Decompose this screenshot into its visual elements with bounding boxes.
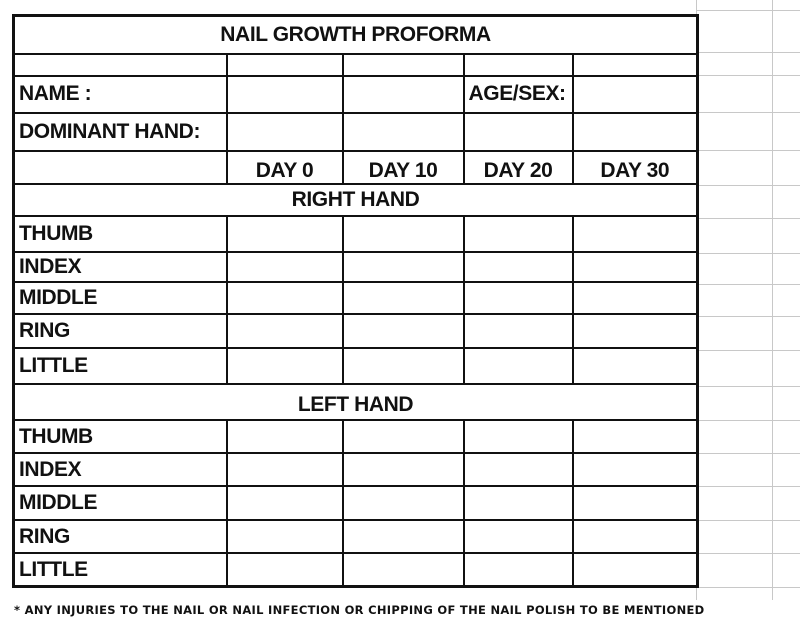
gridline (696, 486, 800, 487)
blank-cell[interactable] (464, 54, 573, 76)
measurement-cell[interactable] (343, 348, 464, 384)
measurement-cell[interactable] (573, 314, 698, 348)
spacer-row (14, 54, 698, 76)
gridline (696, 253, 800, 254)
dominant-hand-label: DOMINANT HAND: (14, 113, 227, 151)
day-10-header: DAY 10 (343, 151, 464, 184)
measurement-cell[interactable] (464, 314, 573, 348)
measurement-cell[interactable] (343, 553, 464, 586)
gridline (696, 185, 800, 186)
day-30-header: DAY 30 (573, 151, 698, 184)
measurement-cell[interactable] (464, 282, 573, 314)
dominant-hand-field[interactable] (227, 113, 343, 151)
name-row (14, 76, 698, 113)
age-sex-label: AGE/SEX: (464, 76, 573, 113)
measurement-cell[interactable] (343, 252, 464, 282)
name-field[interactable] (227, 76, 343, 113)
finger-label: MIDDLE (14, 486, 227, 520)
measurement-cell[interactable] (464, 420, 573, 453)
measurement-cell[interactable] (573, 282, 698, 314)
right-hand-heading-row (14, 184, 698, 216)
measurement-cell[interactable] (227, 314, 343, 348)
finger-label: THUMB (14, 216, 227, 252)
table-row (14, 553, 698, 586)
table-row (14, 314, 698, 348)
table-row (14, 520, 698, 553)
gridline (696, 453, 800, 454)
finger-label: RING (14, 520, 227, 553)
measurement-cell[interactable] (227, 252, 343, 282)
gridline (696, 218, 800, 219)
nail-growth-proforma-table (12, 14, 699, 588)
measurement-cell[interactable] (464, 520, 573, 553)
left-hand-heading-row (14, 384, 698, 420)
gridline (696, 284, 800, 285)
table-row (14, 216, 698, 252)
finger-label: LITTLE (14, 348, 227, 384)
finger-label: THUMB (14, 420, 227, 453)
blank-cell (14, 151, 227, 184)
measurement-cell[interactable] (343, 420, 464, 453)
finger-label: LITTLE (14, 553, 227, 586)
measurement-cell[interactable] (573, 348, 698, 384)
measurement-cell[interactable] (227, 348, 343, 384)
right-hand-heading: RIGHT HAND (14, 184, 698, 216)
measurement-cell[interactable] (573, 453, 698, 486)
measurement-cell[interactable] (464, 553, 573, 586)
measurement-cell[interactable] (464, 252, 573, 282)
day-20-header: DAY 20 (464, 151, 573, 184)
table-row (14, 486, 698, 520)
table-row (14, 453, 698, 486)
measurement-cell[interactable] (573, 216, 698, 252)
dominant-hand-row (14, 113, 698, 151)
measurement-cell[interactable] (343, 486, 464, 520)
gridline (772, 0, 773, 600)
blank-cell[interactable] (573, 113, 698, 151)
gridline (696, 75, 800, 76)
measurement-cell[interactable] (464, 216, 573, 252)
blank-cell[interactable] (227, 54, 343, 76)
gridline (696, 420, 800, 421)
measurement-cell[interactable] (343, 314, 464, 348)
measurement-cell[interactable] (227, 453, 343, 486)
gridline (696, 553, 800, 554)
blank-cell[interactable] (464, 113, 573, 151)
measurement-cell[interactable] (464, 348, 573, 384)
table-row (14, 282, 698, 314)
gridline (696, 52, 800, 53)
measurement-cell[interactable] (227, 520, 343, 553)
gridline (696, 386, 800, 387)
measurement-cell[interactable] (343, 453, 464, 486)
name-field[interactable] (343, 76, 464, 113)
blank-cell[interactable] (573, 54, 698, 76)
finger-label: MIDDLE (14, 282, 227, 314)
table-row (14, 252, 698, 282)
table-row (14, 348, 698, 384)
age-sex-field[interactable] (573, 76, 698, 113)
gridline (696, 112, 800, 113)
gridline (696, 10, 800, 11)
measurement-cell[interactable] (573, 252, 698, 282)
measurement-cell[interactable] (573, 420, 698, 453)
finger-label: RING (14, 314, 227, 348)
measurement-cell[interactable] (464, 453, 573, 486)
measurement-cell[interactable] (573, 553, 698, 586)
day-0-header: DAY 0 (227, 151, 343, 184)
gridline (696, 587, 800, 588)
title-row (14, 16, 698, 54)
footnote: * ANY INJURIES TO THE NAIL OR NAIL INFECTION OR CHIPPING OF THE NAIL POLISH TO BE MENTIONED (14, 603, 705, 617)
blank-cell[interactable] (343, 113, 464, 151)
blank-cell[interactable] (14, 54, 227, 76)
finger-label: INDEX (14, 252, 227, 282)
table-row (14, 420, 698, 453)
gridline (696, 316, 800, 317)
measurement-cell[interactable] (227, 282, 343, 314)
name-label: NAME : (14, 76, 227, 113)
measurement-cell[interactable] (343, 216, 464, 252)
gridline (696, 520, 800, 521)
measurement-cell[interactable] (227, 420, 343, 453)
measurement-cell[interactable] (343, 520, 464, 553)
measurement-cell[interactable] (227, 553, 343, 586)
measurement-cell[interactable] (343, 282, 464, 314)
measurement-cell[interactable] (573, 486, 698, 520)
gridline (696, 350, 800, 351)
gridline (696, 150, 800, 151)
measurement-cell[interactable] (464, 486, 573, 520)
measurement-cell[interactable] (227, 486, 343, 520)
form-title: NAIL GROWTH PROFORMA (14, 16, 698, 54)
measurement-cell[interactable] (227, 216, 343, 252)
day-header-row (14, 151, 698, 184)
finger-label: INDEX (14, 453, 227, 486)
measurement-cell[interactable] (573, 520, 698, 553)
left-hand-heading: LEFT HAND (14, 384, 698, 420)
blank-cell[interactable] (343, 54, 464, 76)
